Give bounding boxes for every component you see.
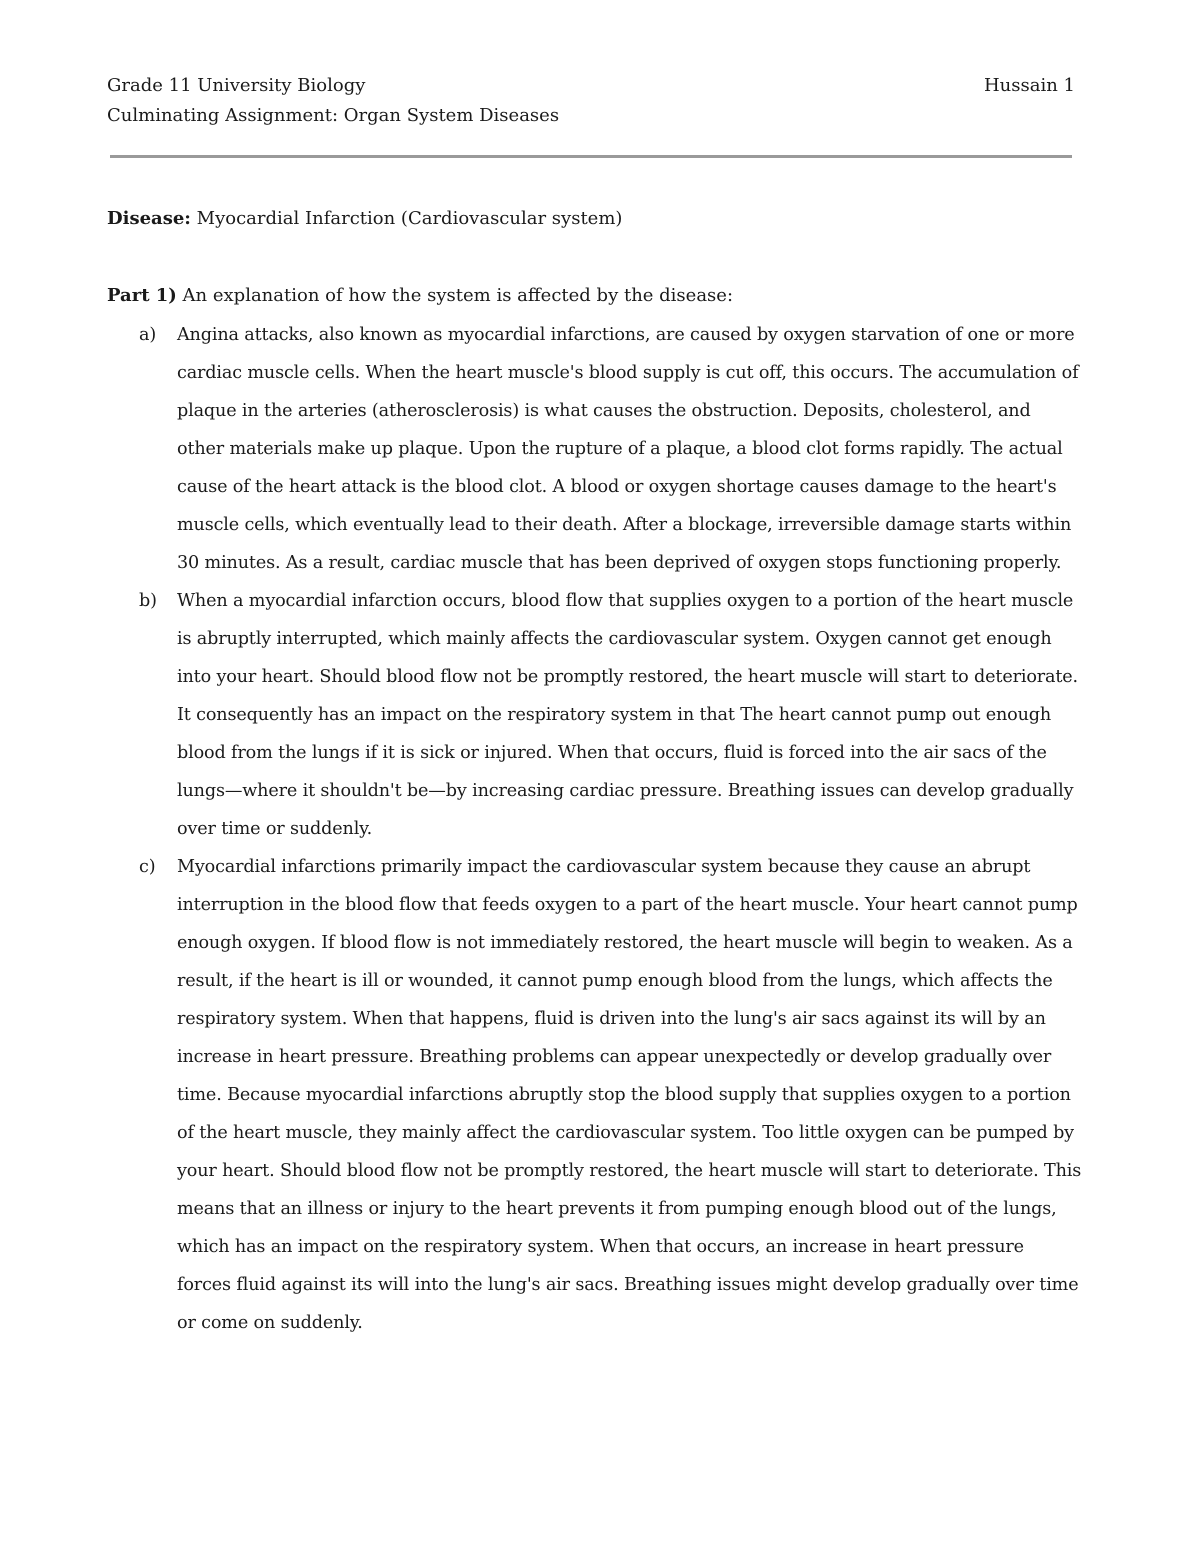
- course-title: Grade 11 University Biology: [107, 75, 366, 96]
- header-divider: [110, 155, 1072, 158]
- page-reference: Hussain 1: [983, 75, 1075, 96]
- part1-list: [107, 316, 1082, 1342]
- disease-line: [107, 205, 622, 233]
- part1-label: Part 1): [107, 285, 177, 306]
- disease-value: Myocardial Infarction (Cardiovascular system): [190, 208, 623, 229]
- part1-heading: [107, 282, 733, 310]
- paragraph-text: Myocardial infarctions primarily impact the cardiovascular system because they cause an abrupt interruption in the blood flow that feeds oxygen to a part of the heart muscle. Your heart cannot pump enough oxygen. If blood flow is not immediately restored, the heart muscle will begin to weaken. As a result, if the heart is ill or wounded, it cannot pump enough blood from the lungs, which affects the respiratory system. When that happens, fluid is driven into the lung's air sacs against its will by an increase in heart pressure. Breathing problems can appear unexpectedly or develop gradually over time. Because myocardial infarctions abruptly stop the blood supply that supplies oxygen to a portion of the heart muscle, they mainly affect the cardiovascular system. Too little oxygen can be pumped by your heart. Should blood flow not be promptly restored, the heart muscle will start to deteriorate. This means that an illness or injury to the heart prevents it from pumping enough blood out of the lungs, which has an impact on the respiratory system. When that occurs, an increase in heart pressure forces fluid against its will into the lung's air sacs. Breathing issues might develop gradually over time or come on suddenly.: [177, 857, 1082, 1333]
- part1-title: An explanation of how the system is affected by the disease:: [176, 285, 734, 306]
- list-item: [107, 848, 1082, 1342]
- list-marker: a): [139, 325, 157, 345]
- assignment-title: Culminating Assignment: Organ System Diseases: [107, 105, 560, 126]
- page-header: [107, 72, 1075, 100]
- list-marker: b): [139, 591, 157, 611]
- paragraph-text: Angina attacks, also known as myocardial infarctions, are caused by oxygen starvation of one or more cardiac muscle cells. When the heart muscle's blood supply is cut off, this occurs. The accumulation of plaque in the arteries (atherosclerosis) is what causes the obstruction. Deposits, cholesterol, and other materials make up plaque. Upon the rupture of a plaque, a blood clot forms rapidly. The actual cause of the heart attack is the blood clot. A blood or oxygen shortage causes damage to the heart's muscle cells, which eventually lead to their death. After a blockage, irreversible damage starts within 30 minutes. As a result, cardiac muscle that has been deprived of oxygen stops functioning properly.: [177, 325, 1079, 573]
- list-item: [107, 316, 1082, 582]
- list-item: [107, 582, 1082, 848]
- disease-label: Disease:: [107, 208, 191, 229]
- paragraph-text: When a myocardial infarction occurs, blood flow that supplies oxygen to a portion of the heart muscle is abruptly interrupted, which mainly affects the cardiovascular system. Oxygen cannot get enough into your heart. Should blood flow not be promptly restored, the heart muscle will start to deteriorate. It consequently has an impact on the respiratory system in that The heart cannot pump out enough blood from the lungs if it is sick or injured. When that occurs, fluid is forced into the air sacs of the lungs—where it shouldn't be—by increasing cardiac pressure. Breathing issues can develop gradually over time or suddenly.: [177, 591, 1079, 839]
- list-marker: c): [139, 857, 156, 877]
